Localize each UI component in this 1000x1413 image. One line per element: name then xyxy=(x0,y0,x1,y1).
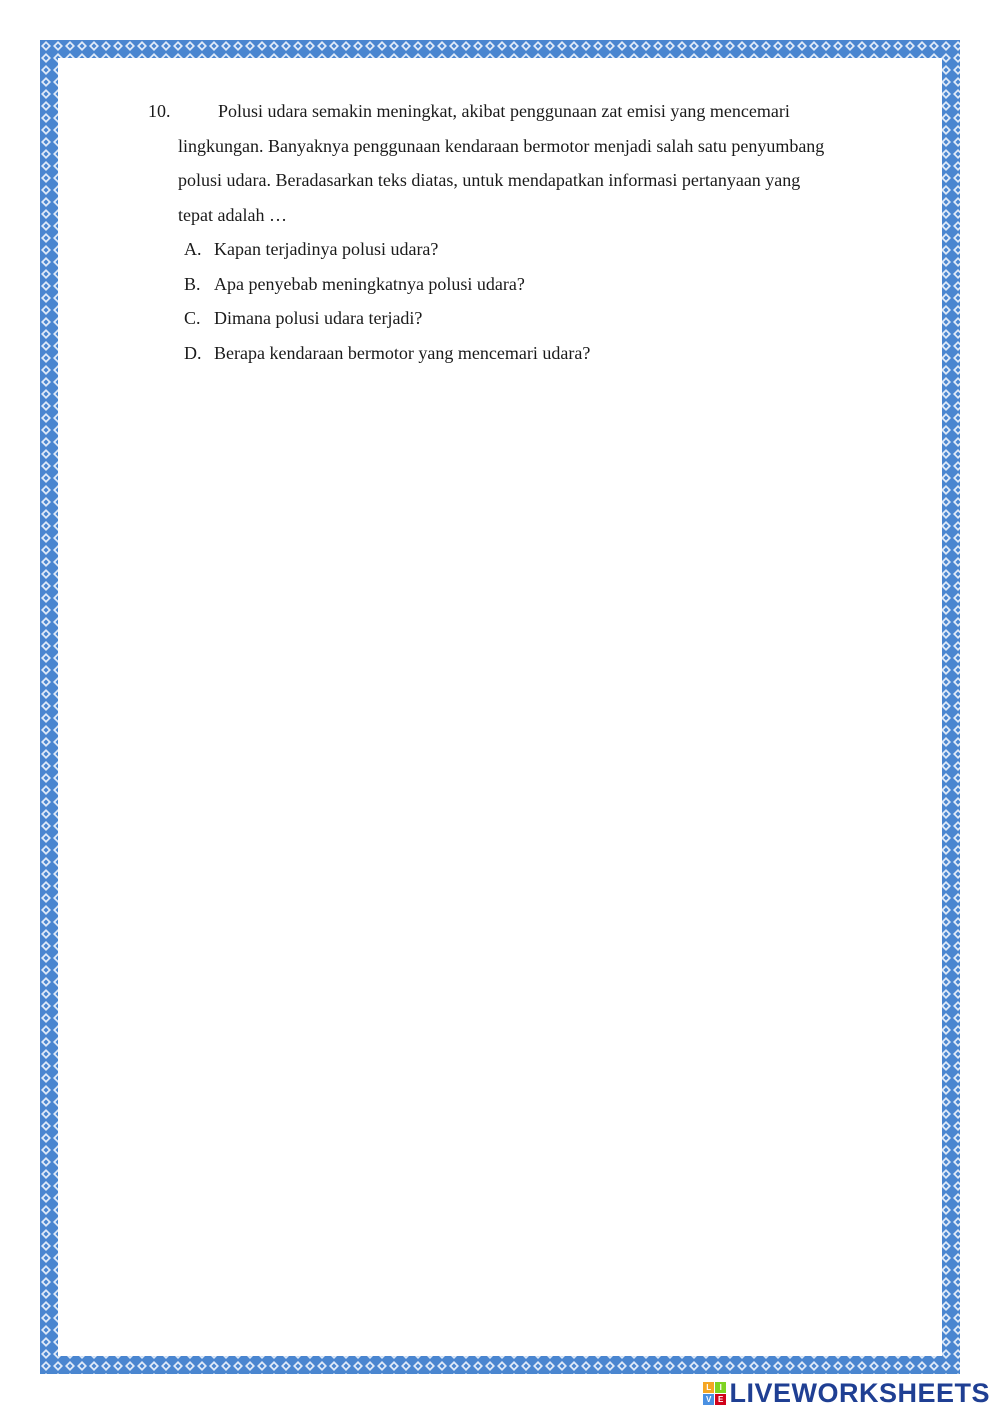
question-block xyxy=(148,94,918,370)
logo-block-i: I xyxy=(715,1382,726,1393)
option-text: Berapa kendaraan bermotor yang mencemari udara? xyxy=(214,342,591,363)
option-text: Dimana polusi udara terjadi? xyxy=(214,308,423,328)
option-letter: B. xyxy=(184,273,201,294)
liveworksheets-logo xyxy=(703,1378,990,1409)
option-letter: C. xyxy=(184,308,201,328)
logo-block-v: V xyxy=(703,1394,714,1405)
answer-options xyxy=(148,232,918,370)
logo-block-e: E xyxy=(715,1394,726,1405)
question-first-line xyxy=(148,94,918,129)
question-text-line-1: Polusi udara semakin meningkat, akibat penggunaan zat emisi yang mencemari xyxy=(218,101,790,121)
logo-text: LIVEWORKSHEETS xyxy=(729,1378,990,1408)
logo-icon xyxy=(703,1382,726,1405)
option-d[interactable] xyxy=(184,336,918,371)
question-text-line-4: tepat adalah … xyxy=(178,204,287,225)
logo-block-l: L xyxy=(703,1382,714,1393)
option-text: Kapan terjadinya polusi udara? xyxy=(214,239,439,259)
question-text-line-3: polusi udara. Beradasarkan teks diatas, untuk mendapatkan informasi pertanyaan yang xyxy=(178,170,801,190)
question-number: 10. xyxy=(148,101,171,121)
question-text-line-2: lingkungan. Banyaknya penggunaan kendaraan bermotor menjadi salah satu penyumbang xyxy=(178,135,825,156)
option-text: Apa penyebab meningkatnya polusi udara? xyxy=(214,273,525,294)
option-b[interactable] xyxy=(184,267,918,302)
option-letter: D. xyxy=(184,342,202,363)
option-letter: A. xyxy=(184,239,202,259)
option-a[interactable] xyxy=(184,232,918,267)
option-c[interactable] xyxy=(184,301,918,336)
